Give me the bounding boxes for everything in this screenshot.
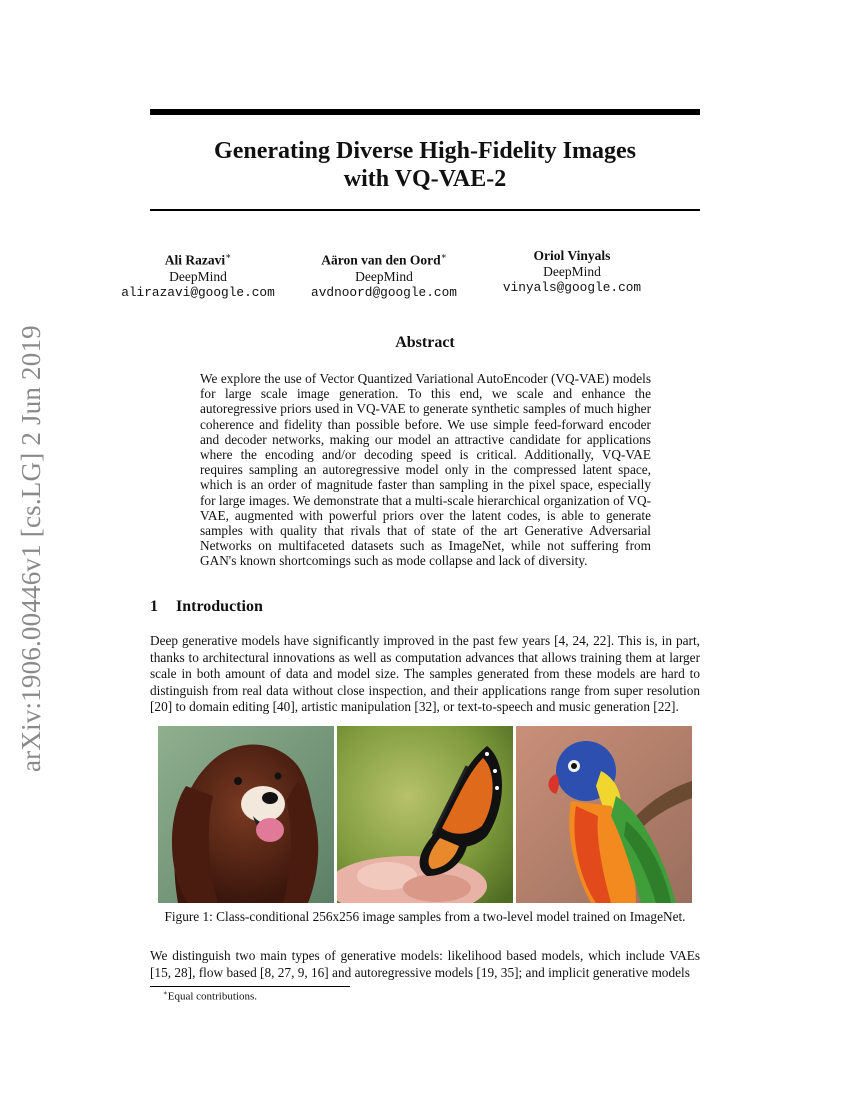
author-2 bbox=[284, 248, 484, 301]
title-line-1: Generating Diverse High-Fidelity Images bbox=[214, 138, 636, 164]
author-affiliation: DeepMind bbox=[169, 268, 227, 284]
author-affiliation: DeepMind bbox=[543, 264, 601, 279]
dog-sample-image bbox=[158, 726, 334, 903]
title-top-rule bbox=[150, 109, 700, 115]
section-title: Introduction bbox=[176, 598, 263, 615]
section-heading bbox=[150, 598, 263, 616]
footnote-text: Equal contributions. bbox=[167, 990, 257, 1003]
author-1 bbox=[98, 248, 298, 301]
butterfly-sample-image bbox=[337, 726, 513, 903]
footnote bbox=[163, 989, 257, 1003]
title-line-2: with VQ-VAE-2 bbox=[343, 166, 507, 192]
arxiv-stamp: arXiv:1906.00446v1 [cs.LG] 2 Jun 2019 bbox=[16, 325, 46, 772]
author-email: vinyals@google.com bbox=[502, 280, 642, 295]
author-affiliation: DeepMind bbox=[355, 268, 413, 284]
figure-1 bbox=[158, 726, 693, 903]
intro-paragraph-2: We distinguish two main types of generative models: likelihood based models, which include VAEs [15, 28], flow based [8, 27, 9, 16] and autoregressive models [19, 35]; and implicit generative models bbox=[150, 948, 700, 980]
author-email: avdnoord@google.com bbox=[311, 284, 457, 300]
author-name: Aäron van den Oord bbox=[321, 252, 441, 268]
author-name: Oriol Vinyals bbox=[533, 248, 611, 263]
figure-caption: Figure 1: Class-conditional 256x256 image samples from a two-level model trained on ImageNet. bbox=[164, 909, 686, 924]
equal-contribution-mark: ∗ bbox=[440, 251, 447, 261]
footnote-mark: ∗ bbox=[163, 989, 168, 997]
abstract-heading: Abstract bbox=[395, 334, 455, 351]
abstract-text: We explore the use of Vector Quantized Variational AutoEncoder (VQ-VAE) models for large scale image generation. To this end, we scale and enhance the autoregressive priors used in VQ-VAE to generate synthetic samples of much higher coherence and fidelity than possible before. We use simple feed-forward encoder and decoder networks, making our model an attractive candidate for applications where the encoding and/or decoding speed is critical. Additionally, VQ-VAE requires sampling an autoregressive model only in the compressed latent space, which is an order of magnitude faster than sampling in the pixel space, especially for large images. We demonstrate that a multi-scale hierarchical organization of VQ-VAE, augmented with powerful priors over the latent codes, is able to generate samples with quality that rivals that of state of the art Generative Adversarial Networks on multifaceted datasets such as ImageNet, while not suffering from GAN's known shortcomings such as mode collapse and lack of diversity. bbox=[200, 371, 651, 569]
parrot-sample-image bbox=[516, 726, 692, 903]
author-name: Ali Razavi bbox=[164, 252, 226, 268]
equal-contribution-mark: ∗ bbox=[225, 251, 232, 261]
author-email: alirazavi@google.com bbox=[121, 284, 275, 300]
author-3 bbox=[472, 248, 672, 296]
footnote-rule bbox=[150, 986, 350, 987]
paper-title bbox=[150, 137, 700, 193]
author-block bbox=[121, 248, 700, 300]
title-bottom-rule bbox=[150, 209, 700, 211]
intro-paragraph-1: Deep generative models have significantly improved in the past few years [4, 24, 22]. This is, in part, thanks to architectural innovations as well as computation advances that allows training them at larger scale in both amount of data and model size. The samples generated from these models are hard to distinguish from real data without close inspection, and their applications range from super resolution [20] to domain editing [40], artistic manipulation [32], or text-to-speech and music generation [22]. bbox=[150, 633, 700, 715]
section-number: 1 bbox=[150, 598, 158, 615]
